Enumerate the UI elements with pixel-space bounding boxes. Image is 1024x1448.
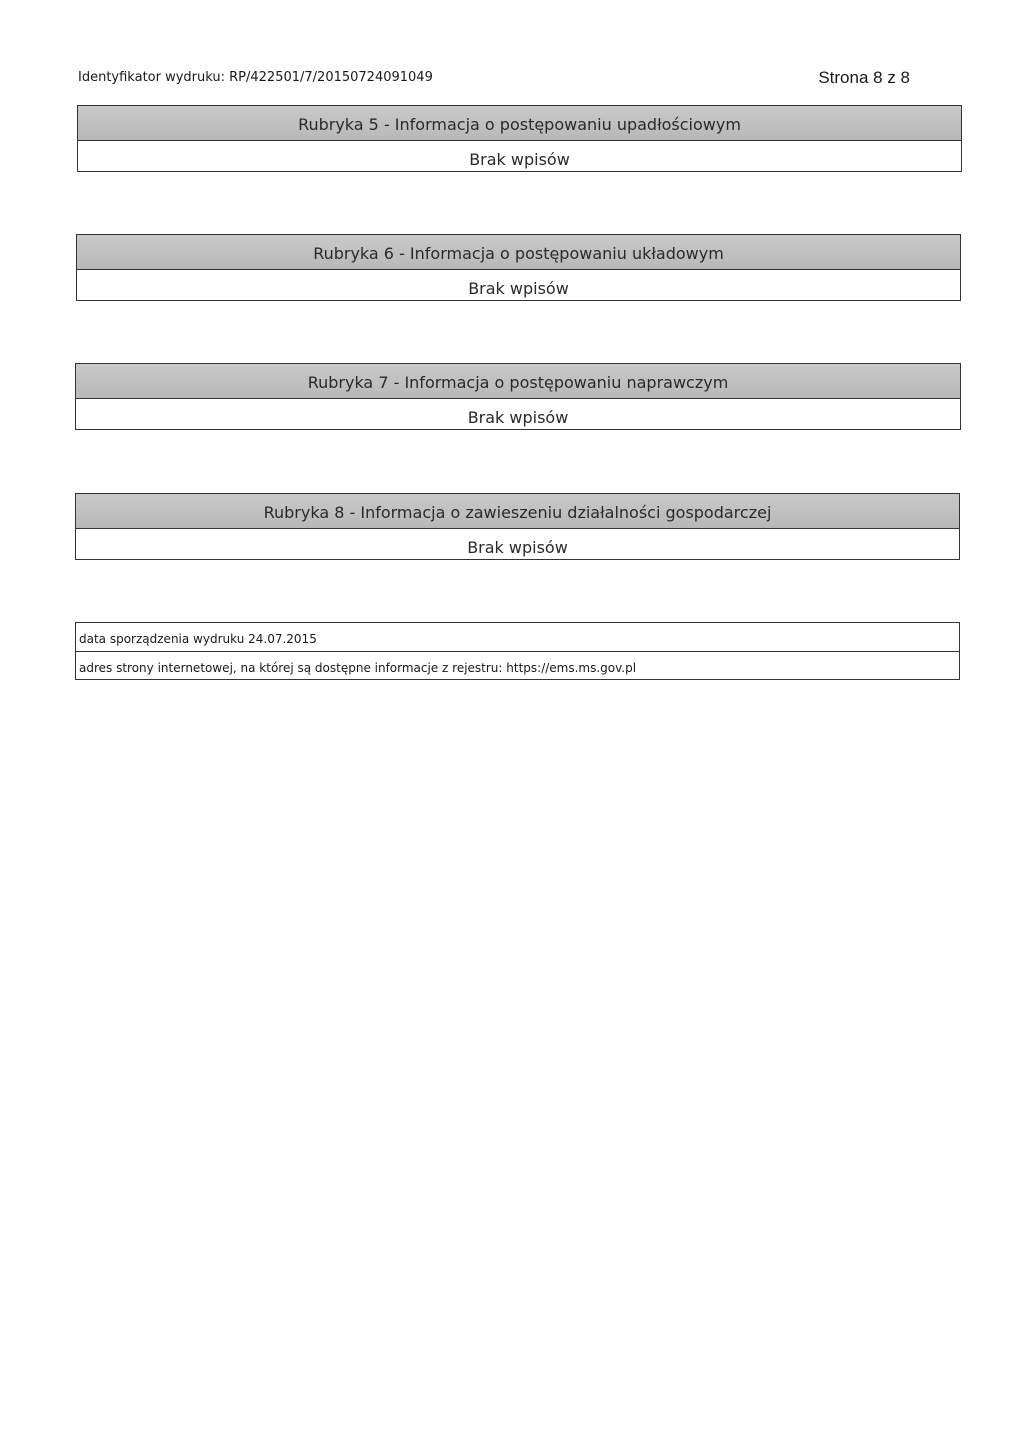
- section-body: Brak wpisów: [468, 279, 569, 298]
- section-rubryka-5: [77, 105, 962, 172]
- page-number: Strona 8 z 8: [818, 68, 910, 87]
- section-title: Rubryka 5 - Informacja o postępowaniu upadłościowym: [78, 106, 961, 141]
- section-body: Brak wpisów: [467, 408, 569, 427]
- section-rubryka-6: [76, 234, 961, 301]
- section-title: Rubryka 7 - Informacja o postępowaniu naprawczym: [76, 364, 960, 399]
- section-title: Rubryka 8 - Informacja o zawieszeniu działalności gospodarczej: [76, 494, 959, 529]
- section-body: Brak wpisów: [467, 538, 568, 557]
- section-title: Rubryka 6 - Informacja o postępowaniu układowym: [77, 235, 960, 270]
- section-rubryka-8: [75, 493, 960, 560]
- registry-address: adres strony internetowej, na której są dostępne informacje z rejestru: https://ems.ms.gov.pl: [76, 651, 959, 679]
- section-rubryka-7: [75, 363, 961, 430]
- section-body: Brak wpisów: [469, 150, 570, 169]
- print-date: data sporządzenia wydruku 24.07.2015: [79, 632, 317, 646]
- print-info-box: [75, 622, 960, 680]
- print-identifier: Identyfikator wydruku: RP/422501/7/20150724091049: [78, 70, 433, 85]
